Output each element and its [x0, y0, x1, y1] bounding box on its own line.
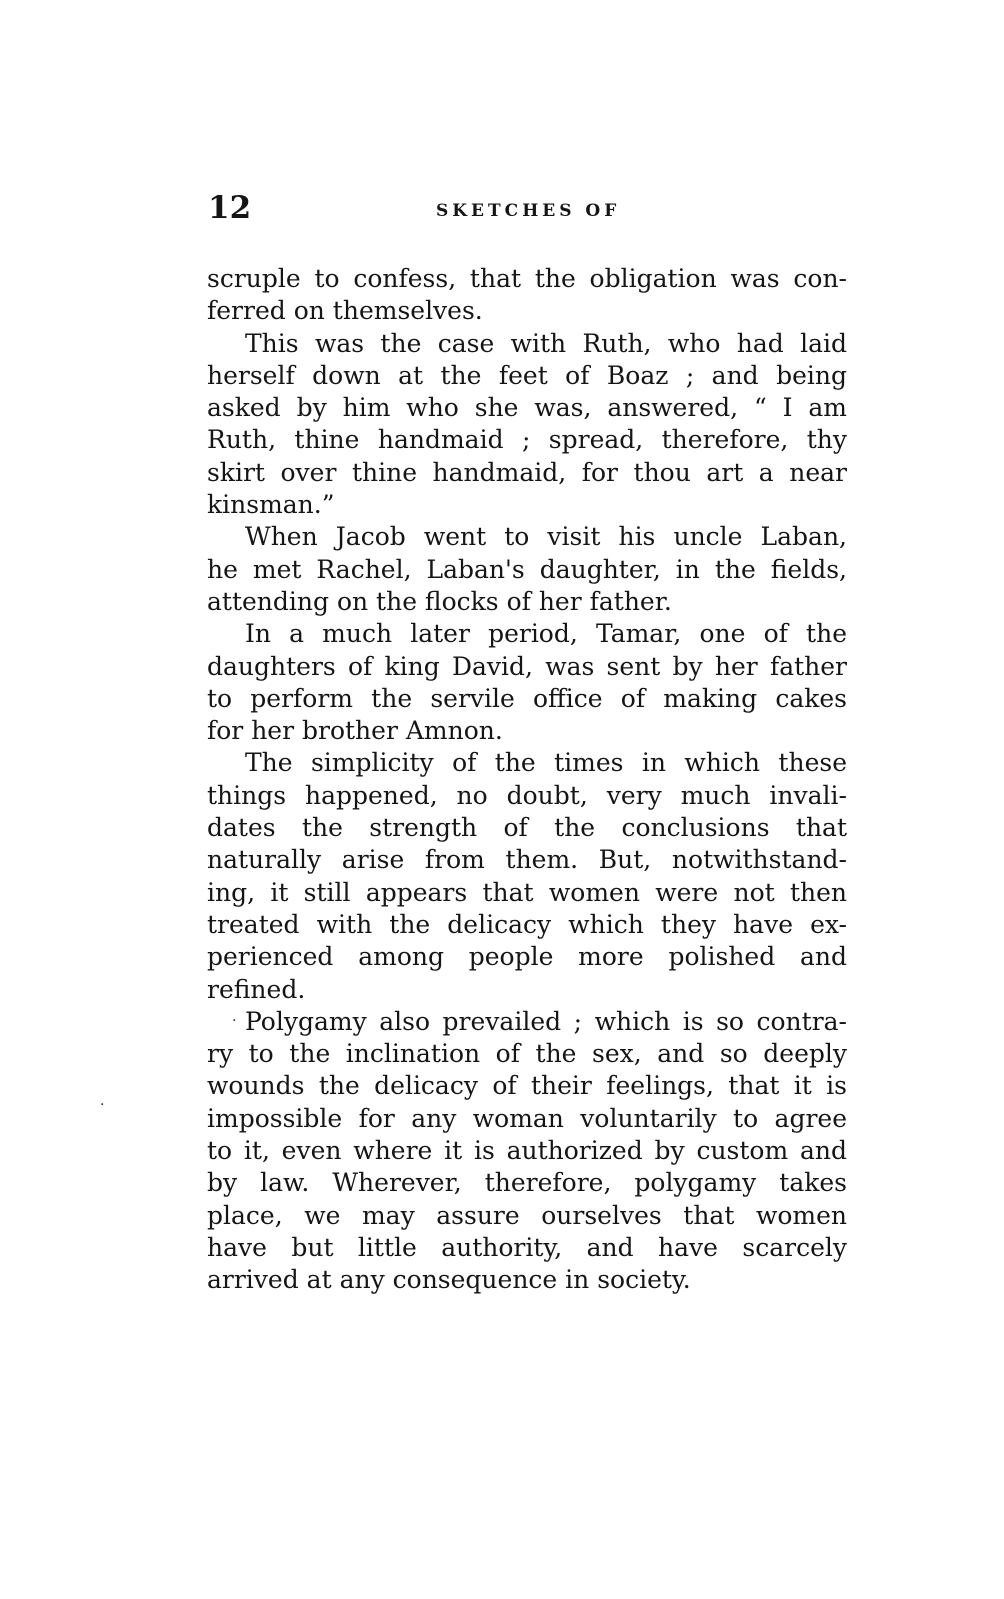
- text-line: Ruth, thine handmaid ; spread, therefore, thy: [207, 425, 847, 455]
- text-line: naturally arise from them. But, notwithstand-: [207, 845, 847, 875]
- text-line: scruple to confess, that the obligation was con-: [207, 264, 847, 293]
- text-line: for her brother Amnon.: [207, 716, 503, 746]
- running-head: SKETCHES OF: [436, 201, 621, 221]
- text-line: In a much later period, Tamar, one of the: [245, 619, 847, 649]
- text-line: arrived at any consequence in society.: [207, 1265, 691, 1295]
- text-line: wounds the delicacy of their feelings, that it is: [207, 1071, 847, 1101]
- text-line: treated with the delicacy which they have ex-: [207, 909, 847, 939]
- print-speck-mark: ·: [100, 1097, 105, 1113]
- text-line: attending on the flocks of her father.: [207, 586, 672, 616]
- text-line: ferred on themselves.: [207, 296, 483, 326]
- text-line: ing, it still appears that women were not then: [207, 877, 847, 907]
- text-line: place, we may assure ourselves that women: [207, 1200, 847, 1230]
- text-line: asked by him who she was, answered, “ I am: [207, 393, 847, 423]
- text-line: by law. Wherever, therefore, polygamy takes: [207, 1168, 847, 1198]
- text-line: herself down at the feet of Boaz ; and being: [207, 360, 847, 390]
- text-line: ry to the inclination of the sex, and so deeply: [207, 1039, 847, 1069]
- text-line: perienced among people more polished and: [207, 942, 847, 972]
- page-number: 12: [208, 190, 252, 226]
- text-line: When Jacob went to visit his uncle Laban,: [245, 522, 847, 552]
- text-line: things happened, no doubt, very much invali-: [207, 780, 847, 810]
- text-line: Polygamy also prevailed ; which is so contra-: [245, 1006, 847, 1036]
- text-line: daughters of king David, was sent by her father: [207, 651, 847, 681]
- text-line: dates the strength of the conclusions that: [207, 813, 847, 843]
- text-line: have but little authority, and have scarcely: [207, 1232, 847, 1262]
- text-line: kinsman.”: [207, 490, 335, 520]
- text-line: impossible for any woman voluntarily to agree: [207, 1103, 847, 1133]
- print-speck-mark: ·: [232, 1013, 237, 1029]
- text-line: This was the case with Ruth, who had laid: [245, 328, 847, 358]
- body-text: [207, 263, 847, 1297]
- text-line: to it, even where it is authorized by custom and: [207, 1136, 847, 1166]
- text-line: The simplicity of the times in which these: [245, 748, 847, 778]
- text-line: to perform the servile office of making cakes: [207, 683, 847, 713]
- text-line: skirt over thine handmaid, for thou art a near: [207, 457, 847, 487]
- text-line: refined.: [207, 974, 306, 1004]
- page-header: [208, 190, 848, 230]
- text-line: he met Rachel, Laban's daughter, in the fields,: [207, 554, 847, 584]
